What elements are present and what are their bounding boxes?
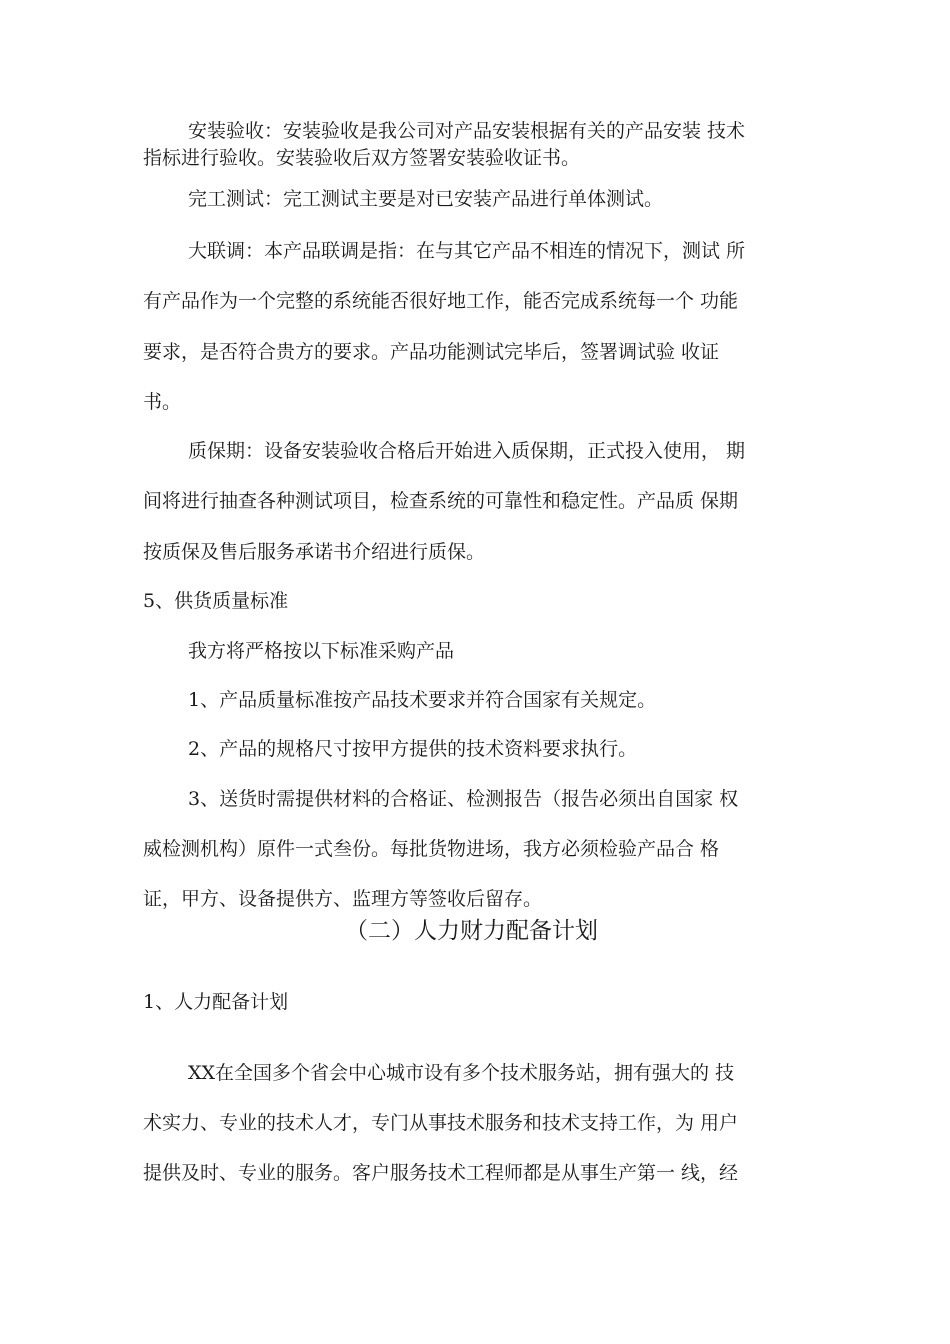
paragraph-line: 威检测机构）原件一式叁份。每批货物进场，我方必须检验产品合 格: [143, 838, 720, 860]
paragraph-line: 按质保及售后服务承诺书介绍进行质保。: [143, 541, 486, 563]
paragraph-line: 安装验收：安装验收是我公司对产品安装根据有关的产品安装 技术: [188, 120, 746, 142]
paragraph-line: 术实力、专业的技术人才，专门从事技术服务和技术支持工作，为 用户: [143, 1112, 739, 1134]
paragraph-line: 书。: [143, 391, 182, 413]
paragraph-line: 质保期：设备安装验收合格后开始进入质保期，正式投入使用， 期: [188, 440, 746, 462]
paragraph-line: 指标进行验收。安装验收后双方签署安装验收证书。: [143, 147, 581, 169]
paragraph-line: XX在全国多个省会中心城市设有多个技术服务站，拥有强大的 技: [188, 1062, 735, 1084]
paragraph-line: 完工测试：完工测试主要是对已安装产品进行单体测试。: [188, 188, 664, 210]
paragraph-line: 有产品作为一个完整的系统能否很好地工作，能否完成系统每一个 功能: [143, 290, 739, 312]
paragraph-line: 要求，是否符合贵方的要求。产品功能测试完毕后，签署调试验 收证: [143, 341, 720, 363]
section-title: 5、供货质量标准: [143, 590, 289, 612]
paragraph-line: 提供及时、专业的服务。客户服务技术工程师都是从事生产第一 线，经: [143, 1162, 739, 1184]
list-item: 2、产品的规格尺寸按甲方提供的技术资料要求执行。: [188, 738, 638, 760]
paragraph-line: 我方将严格按以下标准采购产品: [188, 640, 455, 662]
list-item: 1、产品质量标准按产品技术要求并符合国家有关规定。: [188, 689, 657, 711]
paragraph-line: 证，甲方、设备提供方、监理方等签收后留存。: [143, 888, 543, 910]
section-heading: （二）人力财力配备计划: [345, 918, 598, 944]
list-item: 3、送货时需提供材料的合格证、检测报告（报告必须出自国家 权: [188, 788, 739, 810]
paragraph-line: 间将进行抽查各种测试项目，检查系统的可靠性和稳定性。产品质 保期: [143, 490, 739, 512]
paragraph-line: 大联调：本产品联调是指：在与其它产品不相连的情况下，测试 所: [188, 240, 746, 262]
subsection-title: 1、人力配备计划: [143, 991, 289, 1013]
